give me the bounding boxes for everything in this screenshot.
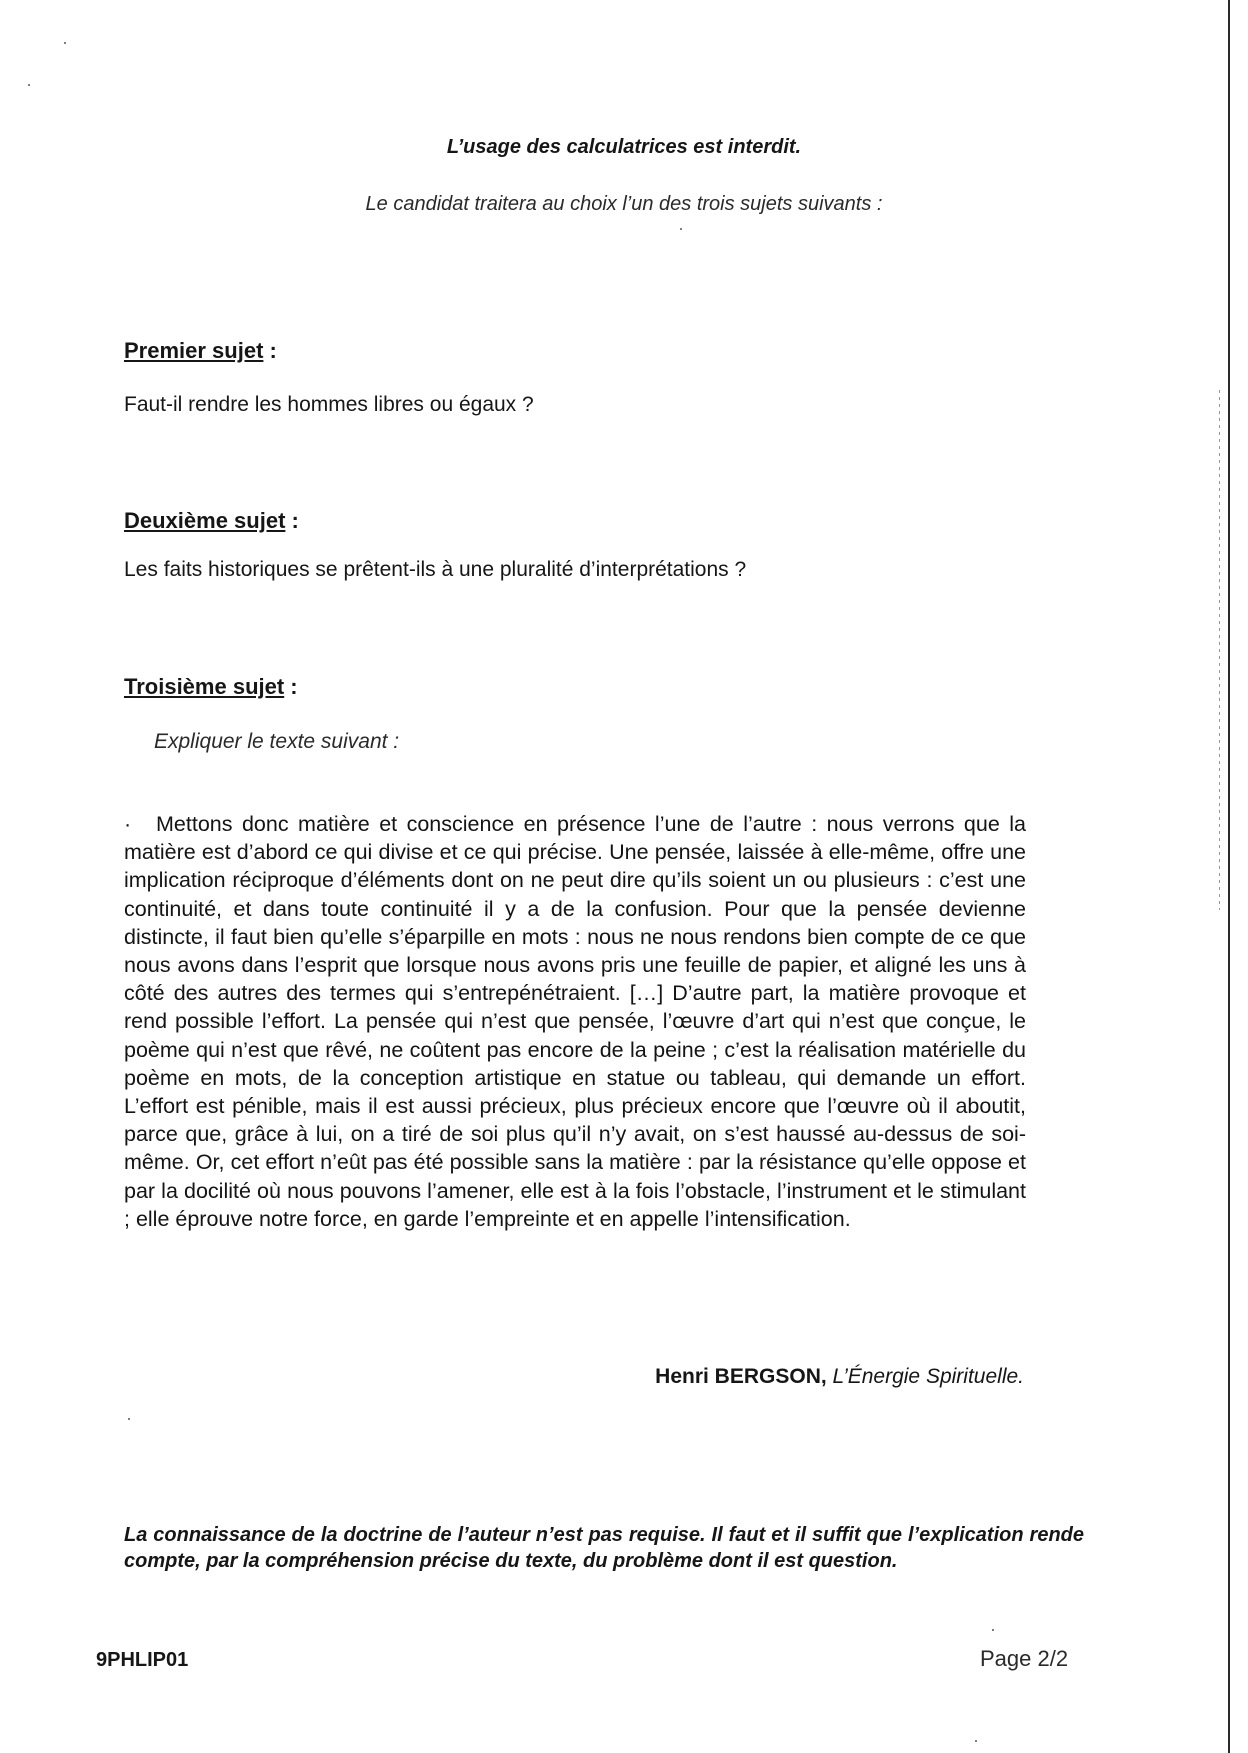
passage-work: L’Énergie Spirituelle. [832,1365,1024,1388]
page-number: Page 2/2 [980,1646,1069,1671]
page-right-edge [1228,0,1230,1753]
subject-2-question: Les faits historiques se prêtent-ils à une pluralité d’interprétations ? [124,558,747,581]
footer-note: La connaissance de la doctrine de l’auteur n’est pas requise. Il faut et il suffit que l’explication rende compte, par la compréhension précise du texte, du problème dont il est question. [124,1524,1084,1572]
calculator-notice: L’usage des calculatrices est interdit. [446,136,802,158]
choice-instruction: Le candidat traitera au choix l’un des trois sujets suivants : [365,193,883,215]
subject-3-heading [124,674,298,700]
subject-3-heading-text: Troisième sujet [124,674,285,699]
scan-speck [680,228,682,230]
page-edge-dash [1219,390,1220,910]
subject-1-heading-text: Premier sujet [124,338,264,363]
scan-speck [975,1740,977,1742]
subject-2-heading [124,508,299,534]
scan-speck [128,1418,130,1420]
subject-2-heading-colon: : [285,508,299,533]
passage-bullet: · [124,812,132,836]
subject-3-instruction: Expliquer le texte suivant : [154,730,400,753]
exam-code: 9PHLIP01 [96,1649,189,1671]
subject-1-heading [124,338,277,364]
scan-speck [992,1629,994,1631]
passage-text: Mettons donc matière et conscience en présence l’une de l’autre : nous verrons que la matière est d’abord ce qui divise et ce qui précise. Une pensée, laissée à elle-même, offre une implication réciproque d’éléments dont on ne peut dire qu’ils soient un ou plusieurs : c’est une continuité, et dans toute continuité il y a de la confusion. Pour que la pensée devienne distincte, il faut bien qu’elle s’éparpille en mots : nous ne nous rendons bien compte de ce que nous avons dans l’esprit que lorsque nous avons pris une feuille de papier, et aligné les uns à côté des autres des termes qui s’entrepénétraient. […] D’autre part, la matière provoque et rend possible l’effort. La pensée qui n’est que pensée, l’œuvre d’art qui n’est que conçue, le poème qui n’est que rêvé, ne coûtent pas encore de la peine ; c’est la réalisation matérielle du poème en mots, de la conception artistique en statue ou tableau, qui demande un effort. L’effort est pénible, mais il est aussi précieux, plus précieux encore que l’œuvre où il aboutit, parce que, grâce à lui, on a tiré de soi plus qu’il n’y avait, on s’est haussé au-dessus de soi-même. Or, cet effort n’eût pas été possible sans la matière : par la résistance qu’elle oppose et par la docilité où nous pouvons l’amener, elle est à la fois l’obstacle, l’instrument et le stimulant ; elle éprouve notre force, en garde l’empreinte et en appelle l’intensification. [124,812,1026,1231]
scan-speck [28,84,30,86]
subject-1-question: Faut-il rendre les hommes libres ou égaux ? [124,393,534,416]
passage-attribution [655,1365,1024,1389]
bergson-passage [124,810,1026,1233]
subject-1-heading-colon: : [263,338,277,363]
subject-2-heading-text: Deuxième sujet [124,508,286,533]
passage-author: Henri BERGSON, [655,1365,827,1388]
scan-speck [64,42,66,44]
subject-3-heading-colon: : [284,674,298,699]
